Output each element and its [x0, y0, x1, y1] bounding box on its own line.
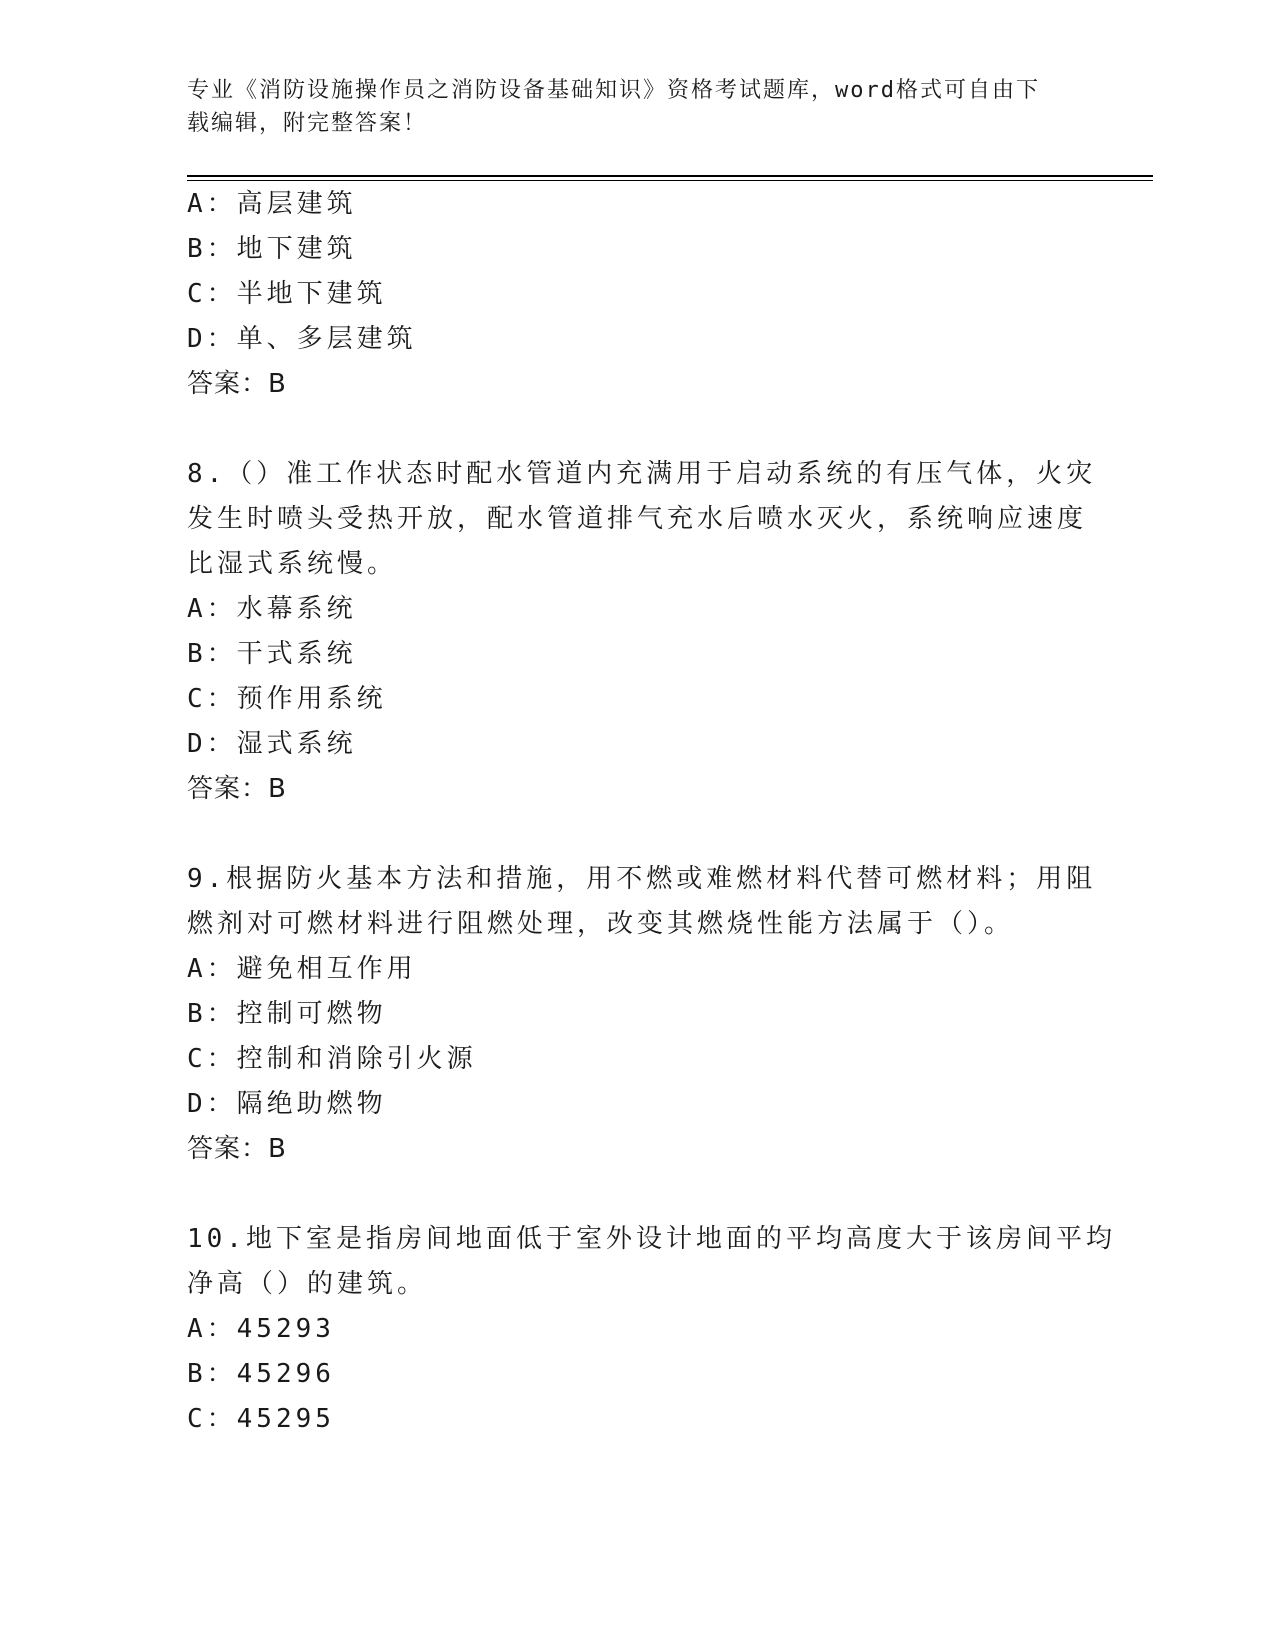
q8-stem-line-1: 8.（）准工作状态时配水管道内充满用于启动系统的有压气体，火灾	[187, 459, 1097, 489]
q10-stem-line-1: 10.地下室是指房间地面低于室外设计地面的平均高度大于该房间平均	[187, 1224, 1116, 1254]
q10-option-a: A：45293	[187, 1314, 335, 1344]
q9-answer: 答案：B	[187, 1134, 287, 1164]
q10-stem-line-2: 净高（）的建筑。	[187, 1269, 428, 1299]
header-rule-thin	[187, 180, 1153, 181]
q7-option-d: D：单、多层建筑	[187, 324, 417, 354]
document-header	[187, 74, 1067, 140]
q7-option-b: B：地下建筑	[187, 234, 357, 264]
q10-option-c: C：45295	[187, 1404, 335, 1434]
q8-option-d: D：湿式系统	[187, 729, 357, 759]
q7-option-c: C：半地下建筑	[187, 279, 387, 309]
q9-stem-line-1: 9.根据防火基本方法和措施，用不燃或难燃材料代替可燃材料；用阻	[187, 864, 1097, 894]
q8-option-b: B：干式系统	[187, 639, 357, 669]
header-line-2: 载编辑，附完整答案！	[187, 111, 428, 136]
q9-option-c: C：控制和消除引火源	[187, 1044, 477, 1074]
q9-option-d: D：隔绝助燃物	[187, 1089, 387, 1119]
q8-answer: 答案：B	[187, 774, 287, 804]
q8-option-a: A：水幕系统	[187, 594, 357, 624]
header-rule-thick	[187, 175, 1153, 177]
q9-option-b: B：控制可燃物	[187, 999, 387, 1029]
q7-option-a: A：高层建筑	[187, 189, 357, 219]
q8-stem-line-3: 比湿式系统慢。	[187, 549, 398, 579]
q8-option-c: C：预作用系统	[187, 684, 387, 714]
q9-option-a: A：避免相互作用	[187, 954, 417, 984]
q7-answer: 答案：B	[187, 369, 287, 399]
q9-stem-line-2: 燃剂对可燃材料进行阻燃处理，改变其燃烧性能方法属于（）。	[187, 909, 1015, 939]
q8-stem-line-2: 发生时喷头受热开放，配水管道排气充水后喷水灭火，系统响应速度	[187, 504, 1088, 534]
header-line-1: 专业《消防设施操作员之消防设备基础知识》资格考试题库，word格式可自由下	[187, 78, 1040, 103]
q10-option-b: B：45296	[187, 1359, 335, 1389]
